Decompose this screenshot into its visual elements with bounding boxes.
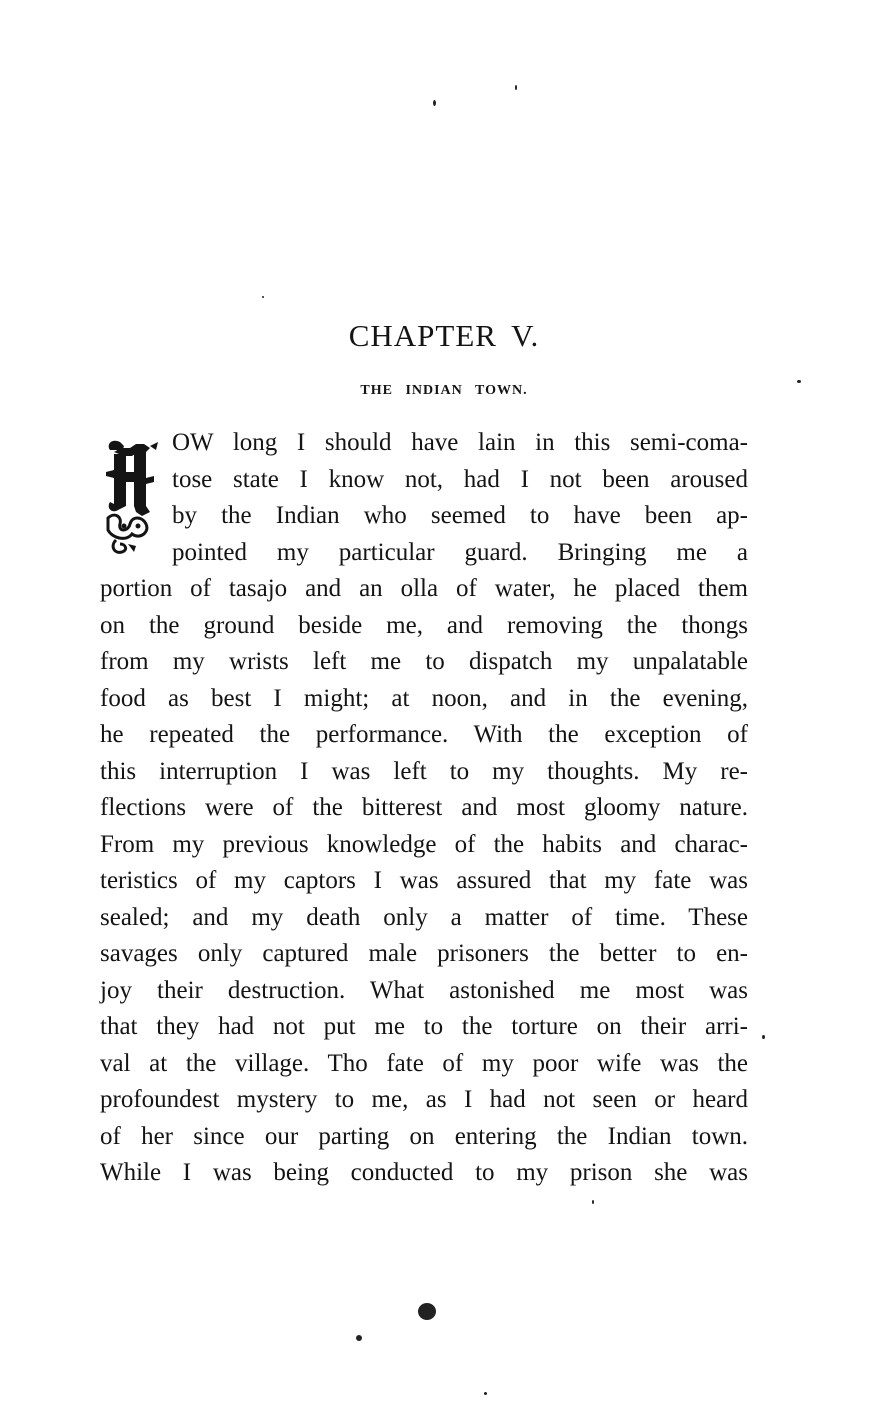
text-line: food as best I might; at noon, and in the evening,	[100, 684, 748, 712]
text-line: joy their destruction. What astonished me most was	[100, 976, 748, 1004]
text-line: he repeated the performance. With the exception of	[100, 721, 748, 748]
chapter-title: CHAPTER V.	[348, 318, 540, 353]
text-line: While I was being conducted to my prison she was	[100, 1159, 748, 1186]
text-line: of her since our parting on entering the Indian town.	[100, 1122, 748, 1150]
text-line: savages only captured male prisoners the better to en-	[100, 940, 748, 967]
text-line: teristics of my captors I was assured that my fate was	[100, 867, 748, 894]
text-line: from my wrists left me to dispatch my unpalatable	[100, 648, 748, 675]
text-line: profoundest mystery to me, as I had not seen or heard	[100, 1086, 748, 1113]
print-speck	[797, 380, 801, 383]
text-line: OW long I should have lain in this semi-coma-	[172, 429, 748, 456]
text-line: pointed my particular guard. Bringing me a	[172, 538, 748, 566]
text-line: sealed; and my death only a matter of time. These	[100, 903, 748, 931]
print-speck	[262, 296, 264, 298]
print-speck	[418, 1303, 436, 1320]
print-speck	[433, 100, 436, 106]
text-line: From my previous knowledge of the habits and charac-	[100, 830, 748, 858]
print-speck	[592, 1200, 594, 1204]
text-line: val at the village. Tho fate of my poor wife was the	[100, 1049, 748, 1077]
text-line: tose state I know not, had I not been aroused	[172, 465, 748, 493]
text-line: flections were of the bitterest and most gloomy nature.	[100, 794, 748, 821]
text-line: on the ground beside me, and removing the thongs	[100, 611, 748, 639]
print-speck	[356, 1335, 362, 1341]
text-line: this interruption I was left to my thoughts. My re-	[100, 757, 748, 785]
print-speck	[484, 1392, 487, 1395]
print-speck	[515, 85, 517, 90]
chapter-body	[100, 425, 748, 1192]
chapter-subtitle: THE INDIAN TOWN.	[360, 383, 528, 398]
text-line: portion of tasajo and an olla of water, he placed them	[100, 575, 748, 602]
text-line: by the Indian who seemed to have been ap-	[172, 502, 748, 529]
print-speck	[762, 1035, 765, 1039]
text-line: that they had not put me to the torture on their arri-	[100, 1013, 748, 1040]
